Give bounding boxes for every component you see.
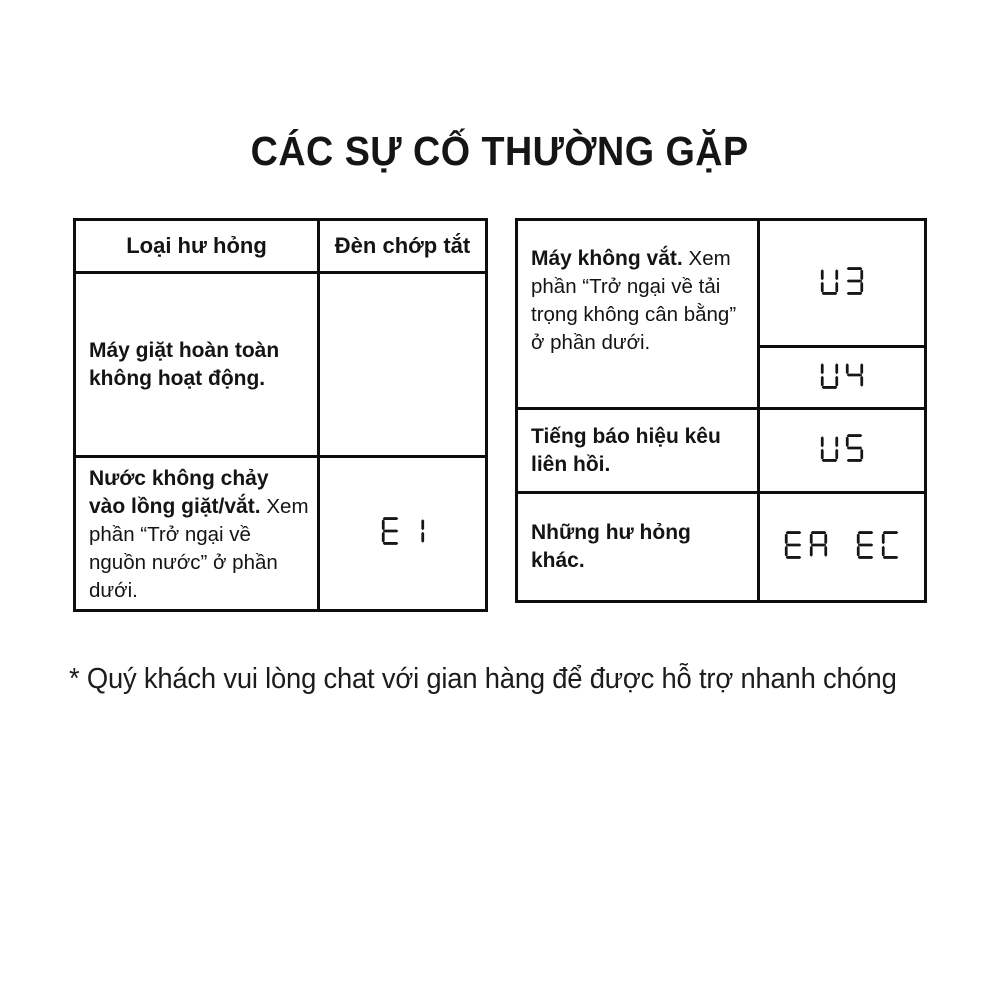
problem-text: Nước không chảy vào lồng giặt/vắt. <box>89 467 269 518</box>
left-row1-code-cell <box>317 271 485 455</box>
footnote-text: * Quý khách vui lòng chat với gian hàng để được hỗ trợ nhanh chóng <box>69 663 897 695</box>
problem-text: Những hư hỏng khác. <box>531 521 691 572</box>
right-row2-problem-cell <box>518 407 757 491</box>
right-row3-problem-cell <box>518 491 757 600</box>
problem-text: Tiếng báo hiệu kêu liên hồi. <box>531 424 721 476</box>
right-row2-code-cell <box>757 407 924 491</box>
right-row1-code-cells <box>757 221 924 407</box>
seven-segment-code-U3 <box>817 266 867 301</box>
seven-segment-code-U4 <box>817 360 867 395</box>
page-title-text: CÁC SỰ CỐ THƯỜNG GẶP <box>251 128 749 174</box>
left-header-fault-type: Loại hư hỏng <box>126 233 267 258</box>
fault-table-right <box>515 218 927 603</box>
fault-table-left <box>73 218 488 612</box>
right-code-cell-U4 <box>760 345 924 407</box>
left-row2-code-cell <box>317 455 485 609</box>
right-row3-code-cell <box>757 491 924 600</box>
right-row1-problem-cell <box>518 221 757 407</box>
problem-note: Xem phần “Trở ngại về nguồn nước” ở phần dưới. <box>89 495 309 602</box>
seven-segment-code-EA-EC <box>781 530 903 565</box>
footnote <box>69 663 949 696</box>
seven-segment-code-E1 <box>378 516 428 551</box>
left-header-blinking-light: Đèn chớp tắt <box>317 221 485 271</box>
left-row1-problem-cell <box>76 271 317 455</box>
problem-text: Máy không vắt. <box>531 247 683 270</box>
left-row2-problem-cell <box>76 455 317 609</box>
problem-note: Xem phần “Trở ngại về tải trọng không cân bằng” ở phần dưới. <box>531 247 737 354</box>
problem-text: Máy giặt hoàn toàn không hoạt động. <box>89 338 280 390</box>
page-title <box>0 128 1000 175</box>
seven-segment-code-U5 <box>817 433 867 468</box>
right-code-cell-U3 <box>760 221 924 345</box>
